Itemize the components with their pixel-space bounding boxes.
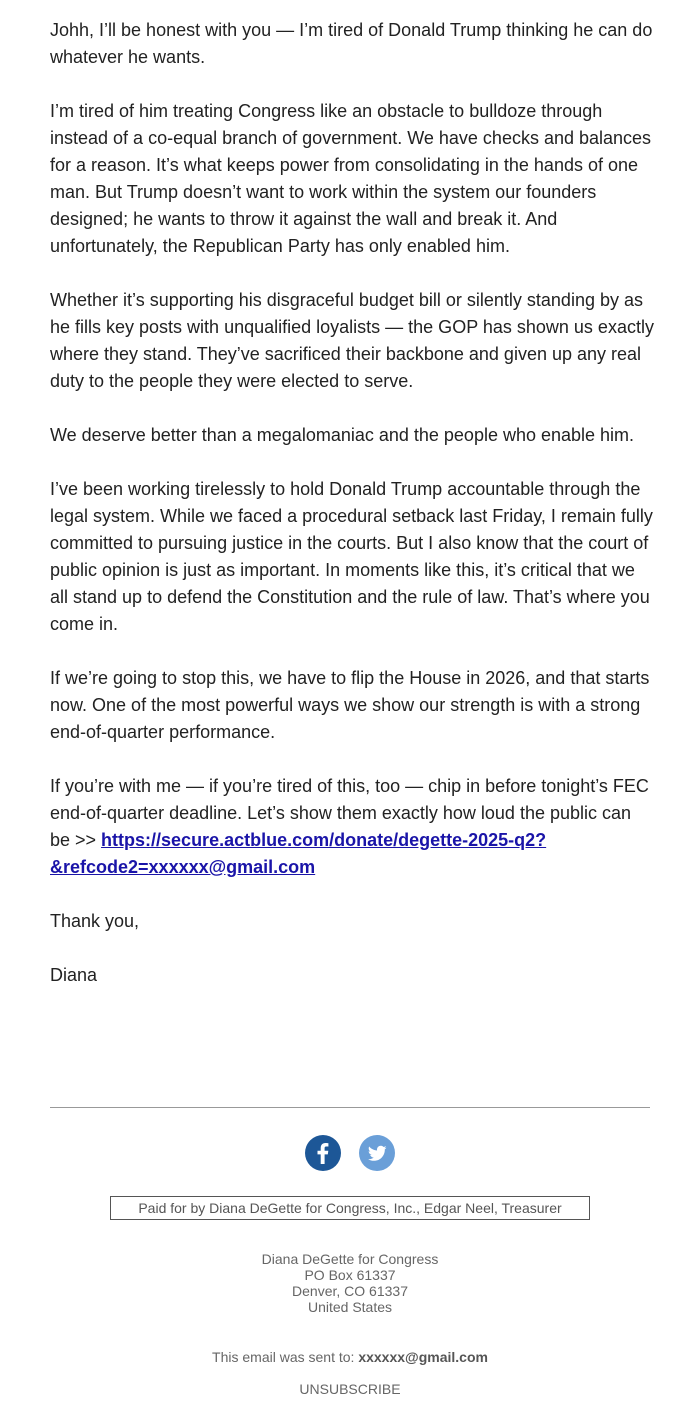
- signature: Diana: [50, 965, 98, 985]
- paid-for-disclaimer: Paid for by Diana DeGette for Congress, Inc., Edgar Neel, Treasurer: [110, 1196, 590, 1220]
- address-line: Diana DeGette for Congress: [261, 1251, 439, 1267]
- footer-divider: [50, 1107, 650, 1108]
- paragraph: I’m tired of him treating Congress like an obstacle to bulldoze through instead of a co-equal branch of government. We have checks and balances for a reason. It’s what keeps power from consolidating in the hands of one man. But Trump doesn’t want to work within the system our founders designed; he wants to throw it against the wall and break it. And unfortunately, the Republican Party has only enabled him.: [50, 101, 652, 256]
- social-links: [0, 1135, 700, 1171]
- closing: Thank you,: [50, 911, 140, 931]
- paragraph: We deserve better than a megalomaniac and the people who enable him.: [50, 425, 635, 445]
- paragraph: Johh, I’ll be honest with you — I’m tired of Donald Trump thinking he can do whatever he wants.: [50, 20, 653, 67]
- sent-to-notice: [0, 1349, 700, 1365]
- cta-paragraph: [50, 773, 654, 881]
- mailing-address: [0, 1251, 700, 1315]
- paragraph: Whether it’s supporting his disgraceful budget bill or silently standing by as he fills key posts with unqualified loyalists — the GOP has shown us exactly where they stand. They’ve sacrificed their backbone and given up any real duty to the people they were elected to serve.: [50, 290, 654, 391]
- address-line: PO Box 61337: [304, 1267, 396, 1283]
- paragraph: If we’re going to stop this, we have to flip the House in 2026, and that starts now. One of the most powerful ways we show our strength is with a strong end-of-quarter performance.: [50, 668, 650, 742]
- email-body: [50, 17, 654, 1016]
- unsubscribe-row: [0, 1381, 700, 1397]
- paragraph: I’ve been working tirelessly to hold Donald Trump accountable through the legal system. While we faced a procedural setback last Friday, I remain fully committed to pursuing justice in the courts. But I also know that the court of public opinion is just as important. In moments like this, it’s critical that we all stand up to defend the Constitution and the rule of law. That’s where you come in.: [50, 479, 653, 634]
- sent-label: This email was sent to:: [212, 1349, 359, 1365]
- address-line: United States: [307, 1299, 393, 1315]
- facebook-button[interactable]: [305, 1135, 341, 1171]
- twitter-icon: [359, 1135, 395, 1171]
- address-line: Denver, CO 61337: [292, 1283, 408, 1299]
- recipient-email: xxxxxx@gmail.com: [358, 1349, 488, 1365]
- twitter-button[interactable]: [359, 1135, 395, 1171]
- donate-link[interactable]: https://secure.actblue.com/donate/degette-2025-q2?&refcode2=xxxxxx@gmail.com: [50, 830, 547, 877]
- facebook-icon: [305, 1135, 341, 1171]
- cta-text: If you’re with me — if you’re tired of this, too — chip in before tonight’s FEC end-of-quarter deadline. Let’s show them exactly how loud the public can be >>: [50, 776, 649, 850]
- unsubscribe-link[interactable]: UNSUBSCRIBE: [299, 1381, 401, 1397]
